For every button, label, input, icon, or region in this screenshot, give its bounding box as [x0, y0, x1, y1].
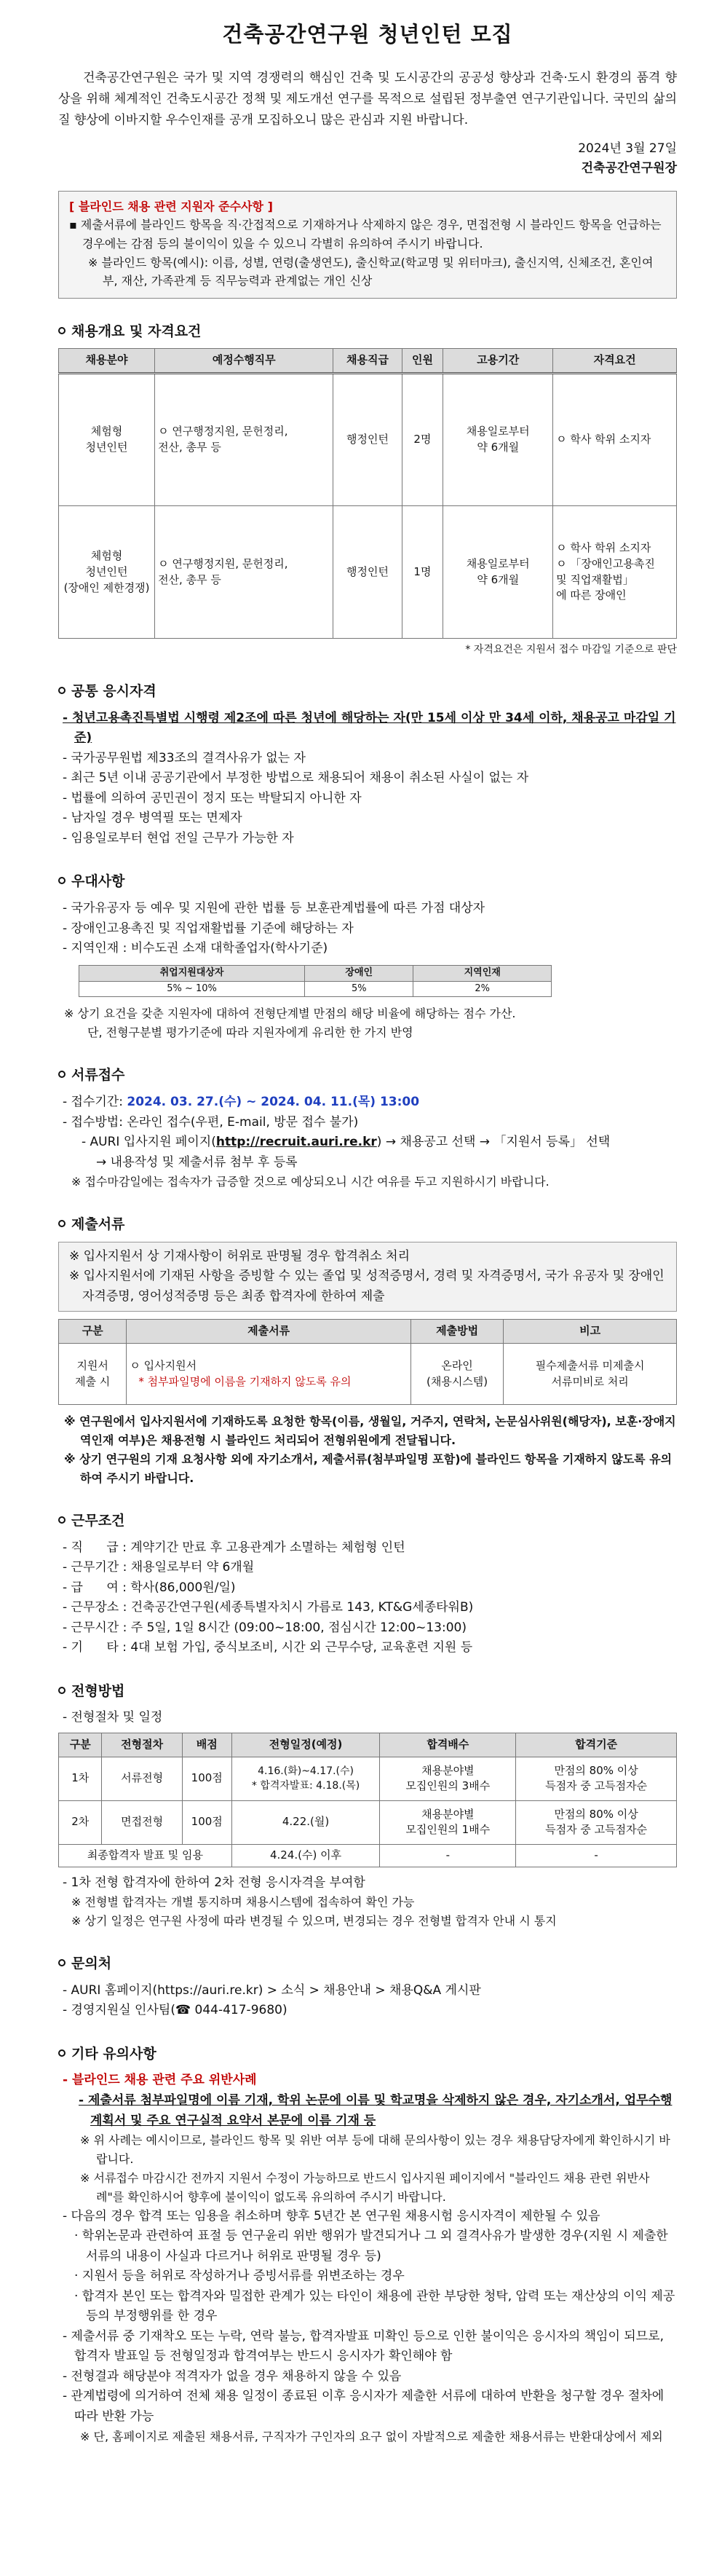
section-heading-conditions: 근무조건: [58, 1510, 677, 1532]
preference-note: ※ 상기 요건을 갖춘 지원자에 대하여 전형단계별 만점의 해당 비율에 해당하는 점수 가산.: [64, 1007, 516, 1021]
notice-date: 2024년 3월 27일: [578, 141, 677, 156]
table-cell: 2명: [402, 374, 443, 506]
table-header: 제출서류: [127, 1320, 411, 1344]
list-item: - 제출서류 중 기재착오 또는 누락, 연락 불능, 합격자발표 미확인 등으로 인한 불이익은 응시자의 책임이 되므로, 합격자 발표일 등 전형일정과 합격여부는 반드시 응시자가 확인해야 함: [63, 2328, 664, 2364]
blind-notice-sub: ※ 블라인드 항목(예시): 이름, 성별, 연령(출생연도), 출신학교(학교명 및 위터마크), 출신지역, 신체조건, 혼인여부, 재산, 가족관계 등 직무능력과 관계없는 개인 신상: [88, 255, 654, 288]
table-cell: ㅇ 입사지원서 * 첨부파일명에 이름을 기재하지 않도록 유의: [127, 1344, 411, 1405]
table-header: 전형일정(예정): [231, 1733, 380, 1757]
intro-paragraph: 건축공간연구원은 국가 및 지역 경쟁력의 핵심인 건축 및 도시공간의 공공성 향상과 건축·도시 환경의 품격 향상을 위해 체계적인 건축도시공간 정책 및 제도개선 연구를 목적으로 설립된 정부출연 연구기관입니다. 국민의 삶의 질 향상에 이바지할 우수인재를 공개 모집하오니 많은 관심과 지원 바랍니다.: [58, 70, 677, 128]
table-header: 합격기준: [516, 1733, 677, 1757]
section-heading-documents: 제출서류: [58, 1213, 677, 1236]
table-header: 취업지원대상자: [79, 965, 305, 981]
table-header: 장애인: [305, 965, 413, 981]
table-header: 채용분야: [59, 349, 155, 374]
list-item: - 법률에 의하여 공민권이 정지 또는 박탈되지 아니한 자: [63, 790, 362, 806]
table-cell: 4.16.(화)~4.17.(수) * 합격자발표: 4.18.(목): [231, 1757, 380, 1800]
list-item: - 다음의 경우 합격 또는 임용을 취소하며 향후 5년간 본 연구원 채용시험 응시자격이 제한될 수 있음: [63, 2208, 600, 2224]
blind-notice-title: [ 블라인드 채용 관련 지원자 준수사항 ]: [69, 199, 273, 213]
list-item: - 1차 전형 합격자에 한하여 2차 전형 응시자격을 부여함: [63, 1875, 365, 1890]
list-item: - 관계법령에 의거하여 전체 채용 일정이 종료된 이후 응시자가 제출한 서류에 대하여 반환을 청구할 경우 절차에 따라 반환 가능: [63, 2389, 665, 2424]
bullet-circle-icon: [58, 1959, 66, 1966]
list-item: - 근무시간 : 주 5일, 1일 8시간 (09:00~18:00, 점심시간 12:00~13:00): [63, 1620, 467, 1635]
table-row: [59, 1757, 677, 1800]
table-cell: 최종합격자 발표 및 임용: [59, 1844, 232, 1867]
list-item: - 남자일 경우 병역필 또는 면제자: [63, 811, 242, 826]
table-cell: 5%: [305, 981, 413, 997]
section-heading-eligibility: 공통 응시자격: [58, 680, 677, 703]
list-item: · 학위논문과 관련하여 표절 등 연구윤리 위반 행위가 발견되거나 그 외 결격사유가 발생한 경우(지원 시 제출한 서류의 내용이 사실과 다르거나 허위로 판명될 경우 등): [74, 2229, 668, 2264]
section-heading-overview: 채용개요 및 자격요건: [58, 320, 677, 343]
blind-notice-bullet: ▪ 제출서류에 블라인드 항목을 직·간접적으로 기재하거나 삭제하지 않은 경우, 면접전형 시 블라인드 항목을 언급하는 경우에는 감점 등의 불이익이 있을 수 있으니 각별히 유의하여 주시기 바랍니다.: [69, 218, 662, 251]
auri-steps-cont: → 내용작성 및 제출서류 첨부 후 등록: [96, 1154, 298, 1170]
table-cell: ㅇ 연구행정지원, 문헌정리, 전산, 총무 등: [155, 506, 333, 639]
table-cell: 만점의 80% 이상 득점자 중 고득점자순: [516, 1757, 677, 1800]
recruit-link[interactable]: http://recruit.auri.re.kr: [215, 1135, 377, 1150]
file-name-warning: * 첨부파일명에 이름을 기재하지 않도록 유의: [138, 1374, 352, 1388]
list-item: - 장애인고용촉진 및 직업재활법률 기준에 해당하는 자: [63, 921, 354, 936]
list-item: - 국가유공자 등 예우 및 지원에 관한 법률 등 보훈관계법률에 따른 가점 대상자: [63, 901, 485, 916]
list-item: - 급 여 : 학사(86,000원/일): [63, 1580, 236, 1595]
table-cell: ㅇ 학사 학위 소지자: [553, 374, 677, 506]
table-header: 지역인재: [413, 965, 552, 981]
table-header: 채용직급: [333, 349, 402, 374]
position-table: [58, 348, 677, 639]
list-item: - 지역인재 : 비수도권 소재 대학졸업자(학사기준): [63, 941, 328, 956]
table-cell: -: [516, 1844, 677, 1867]
blind-violation-example: - 제출서류 첨부파일명에 이름 기재, 학위 논문에 이름 및 학교명을 삭제하지 않은 경우, 자기소개서, 업무수행 계획서 및 주요 연구실적 요약서 본문에 이름 기재 등: [79, 2092, 673, 2128]
bullet-circle-icon: [58, 1516, 66, 1524]
selection-table: [58, 1733, 677, 1867]
blind-violation-heading: - 블라인드 채용 관련 주요 위반사례: [63, 2073, 257, 2088]
section-heading-contact: 문의처: [58, 1953, 677, 1975]
documents-notice-2: ※ 입사지원서에 기재된 사항을 증빙할 수 있는 졸업 및 성적증명서, 경력 및 자격증명서, 국가 유공자 및 장애인 자격증명, 영어성적증명 등은 최종 합격자에 한하여 제출: [69, 1269, 665, 1304]
table-cell: 4.22.(월): [231, 1800, 380, 1844]
table-cell: 채용일로부터 약 6개월: [443, 374, 553, 506]
contact-phone: - 경영지원실 인사팀(☎ 044-417-9680): [63, 2003, 287, 2018]
table-cell: 면접전형: [102, 1800, 182, 1844]
table-header: 전형절차: [102, 1733, 182, 1757]
bullet-circle-icon: [58, 877, 66, 884]
section-heading-other: 기타 유의사항: [58, 2043, 677, 2065]
bullet-circle-icon: [58, 1071, 66, 1078]
table-cell: -: [380, 1844, 516, 1867]
table-header: 자격요건: [553, 349, 677, 374]
table-header: 구분: [59, 1320, 127, 1344]
table-header: 예정수행직무: [155, 349, 333, 374]
table-cell: 필수제출서류 미제출시 서류미비로 처리: [504, 1344, 677, 1405]
application-method: - 접수방법: 온라인 접수(우편, E-mail, 방문 접수 불가): [63, 1114, 359, 1130]
list-item: - 기 타 : 4대 보험 가입, 중식보조비, 시간 외 근무수당, 교육훈련 지원 등: [63, 1640, 473, 1655]
bullet-circle-icon: [58, 327, 66, 334]
list-item: ※ 위 사례는 예시이므로, 블라인드 항목 및 위반 여부 등에 대해 문의사항이 있는 경우 채용담당자에게 확인하시기 바랍니다.: [80, 2133, 670, 2166]
table-caption: * 자격요건은 지원서 접수 마감일 기준으로 판단: [465, 644, 677, 656]
table-cell: 100점: [182, 1757, 231, 1800]
table-header: 배점: [182, 1733, 231, 1757]
table-cell: 100점: [182, 1800, 231, 1844]
table-cell: 1명: [402, 506, 443, 639]
bullet-circle-icon: [58, 687, 66, 694]
list-item: - 근무장소 : 건축공간연구원(세종특별자치시 가름로 143, KT&G세종타워B): [63, 1600, 474, 1615]
table-cell: ㅇ 연구행정지원, 문헌정리, 전산, 총무 등: [155, 374, 333, 506]
documents-notice-1: ※ 입사지원서 상 기재사항이 허위로 판명될 경우 합격취소 처리: [69, 1248, 410, 1264]
table-cell: 행정인턴: [333, 506, 402, 639]
page-title: 건축공간연구원 청년인턴 모집: [222, 22, 513, 47]
list-item: · 합격자 본인 또는 합격자와 밀접한 관계가 있는 타인이 채용에 관한 부당한 청탁, 압력 또는 재산상의 이익 제공 등의 부정행위를 한 경우: [74, 2288, 675, 2324]
list-item: · 지원서 등을 허위로 작성하거나 증빙서류를 위변조하는 경우: [74, 2269, 405, 2284]
table-row: [59, 1800, 677, 1844]
auri-steps: - AURI 입사지원 페이지(http://recruit.auri.re.kr) → 채용공고 선택 → 「지원서 등록」 선택: [82, 1135, 611, 1150]
section-heading-application: 서류접수: [58, 1064, 677, 1087]
table-row: [59, 374, 677, 506]
table-cell: 채용분야별 모집인원의 1배수: [380, 1800, 516, 1844]
preference-note-2: 단, 전형구분별 평가기준에 따라 지원자에게 유리한 한 가지 반영: [87, 1025, 413, 1040]
list-item: - 국가공무원법 제33조의 결격사유가 없는 자: [63, 750, 306, 765]
selection-subheading: - 전형절차 및 일정: [63, 1710, 163, 1725]
notice-signer: 건축공간연구원장: [581, 161, 677, 176]
table-cell: 채용분야별 모집인원의 3배수: [380, 1757, 516, 1800]
section-heading-preference: 우대사항: [58, 870, 677, 893]
documents-notice-box: [58, 1242, 677, 1312]
table-cell: 체험형 청년인턴 (장애인 제한경쟁): [59, 506, 155, 639]
table-cell: 만점의 80% 이상 득점자 중 고득점자순: [516, 1800, 677, 1844]
table-cell: 온라인 (채용시스템): [410, 1344, 503, 1405]
list-item: - 근무기간 : 채용일로부터 약 6개월: [63, 1560, 255, 1575]
table-row: [79, 981, 552, 997]
list-item: - 청년고용촉진특별법 시행령 제2조에 따른 청년에 해당하는 자(만 15세 이상 만 34세 이하, 채용공고 마감일 기준): [63, 710, 676, 746]
table-header: 제출방법: [410, 1320, 503, 1344]
table-header: 고용기간: [443, 349, 553, 374]
contact-homepage[interactable]: - AURI 홈페이지(https://auri.re.kr) > 소식 > 채용안내 > 채용Q&A 게시판: [63, 1982, 481, 1998]
documents-warning-2: ※ 상기 연구원의 기재 요청사항 외에 자기소개서, 제출서류(첨부파일명 포함)에 블라인드 항목을 기재하지 않도록 유의하여 주시기 바랍니다.: [64, 1452, 673, 1485]
documents-table: [58, 1319, 677, 1405]
table-cell: 4.24.(수) 이후: [231, 1844, 380, 1867]
table-header: 인원: [402, 349, 443, 374]
blind-notice-box: [58, 191, 677, 299]
list-item: ※ 단, 홈페이지로 제출된 채용서류, 구직자가 구인자의 요구 없이 자발적으로 제출한 채용서류는 반환대상에서 제외: [80, 2429, 663, 2443]
bullet-circle-icon: [58, 2049, 66, 2057]
list-item: - 전형결과 해당분야 적격자가 없을 경우 채용하지 않을 수 있음: [63, 2368, 402, 2384]
period-value: 2024. 03. 27.(수) ~ 2024. 04. 11.(목) 13:00: [127, 1095, 420, 1109]
list-item: ※ 전형별 합격자는 개별 통지하며 채용시스템에 접속하여 확인 가능: [71, 1895, 415, 1910]
table-cell: 지원서 제출 시: [59, 1344, 127, 1405]
table-header: 비고: [504, 1320, 677, 1344]
table-cell: 채용일로부터 약 6개월: [443, 506, 553, 639]
list-item: - 직 급 : 계약기간 만료 후 고용관계가 소멸하는 체험형 인턴: [63, 1540, 405, 1555]
table-cell: 2%: [413, 981, 552, 997]
table-row: [59, 1844, 677, 1867]
table-header: 구분: [59, 1733, 102, 1757]
documents-warning-1: ※ 연구원에서 입사지원서에 기재하도록 요청한 항목(이름, 생월일, 거주지, 연락처, 논문심사위원(해당자), 보훈·장애지역인재 여부)은 채용전형 시 블라인드 처리되어 전형위원에게 전달됩니다.: [64, 1414, 676, 1448]
table-cell: ㅇ 학사 학위 소지자 ㅇ 「장애인고용촉진 및 직업재활법」 에 따른 장애인: [553, 506, 677, 639]
list-item: ※ 상기 일정은 연구원 사정에 따라 변경될 수 있으며, 변경되는 경우 전형별 합격자 안내 시 통지: [71, 1913, 557, 1928]
list-item: - 임용일로부터 현업 전일 근무가 가능한 자: [63, 830, 294, 846]
application-period: - 접수기간: 2024. 03. 27.(수) ~ 2024. 04. 11.(목) 13:00: [63, 1095, 420, 1109]
preference-table: [79, 965, 552, 998]
table-cell: 2차: [59, 1800, 102, 1844]
bullet-circle-icon: [58, 1220, 66, 1227]
table-row: [59, 1344, 677, 1405]
table-header: 합격배수: [380, 1733, 516, 1757]
table-cell: 체험형 청년인턴: [59, 374, 155, 506]
table-cell: 행정인턴: [333, 374, 402, 506]
bullet-circle-icon: [58, 1687, 66, 1694]
table-row: [59, 506, 677, 639]
section-heading-selection: 전형방법: [58, 1680, 677, 1703]
table-cell: 1차: [59, 1757, 102, 1800]
list-item: ※ 서류접수 마감시간 전까지 지원서 수정이 가능하므로 반드시 입사지원 페이지에서 "블라인드 채용 관련 위반사례"를 확인하시어 향후에 불이익이 없도록 유의하여 주시기 바랍니다.: [80, 2170, 650, 2204]
list-item: - 최근 5년 이내 공공기관에서 부정한 방법으로 채용되어 채용이 취소된 사실이 없는 자: [63, 771, 529, 786]
table-cell: 서류전형: [102, 1757, 182, 1800]
table-cell: 5% ~ 10%: [79, 981, 305, 997]
application-note: ※ 접수마감일에는 접속자가 급증할 것으로 예상되오니 시간 여유를 두고 지원하시기 바랍니다.: [71, 1175, 550, 1189]
